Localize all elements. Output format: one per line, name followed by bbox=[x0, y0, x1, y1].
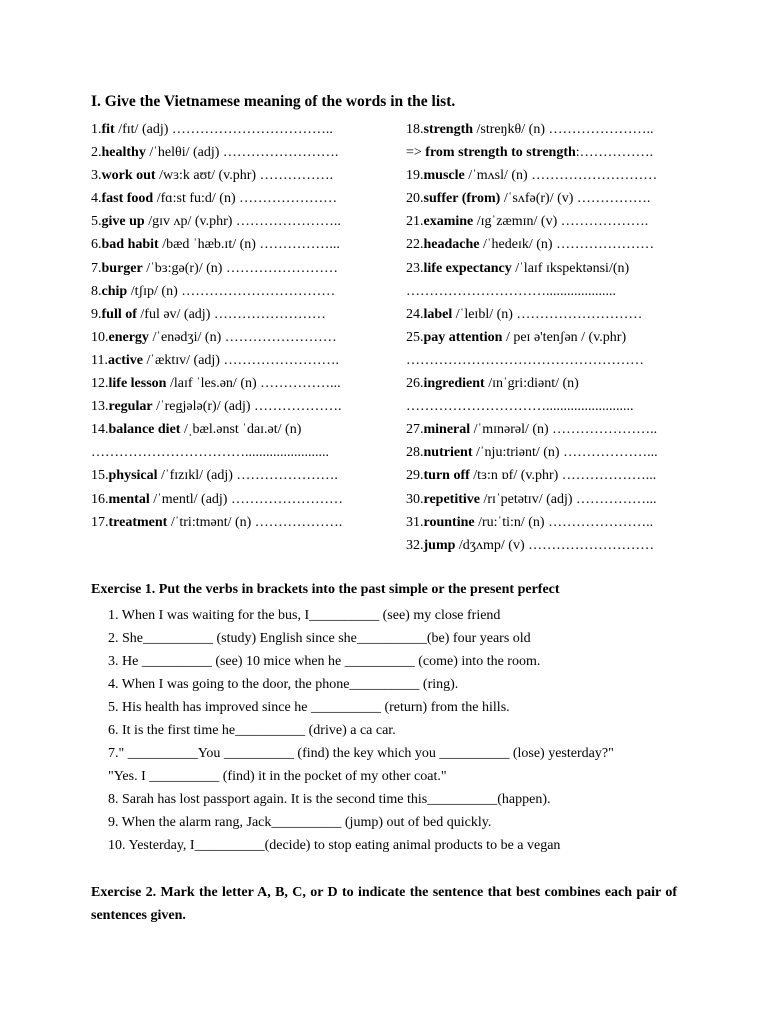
vocab-pronunciation: …………………………......................... bbox=[406, 399, 634, 415]
vocab-item bbox=[91, 141, 396, 164]
vocab-item bbox=[91, 118, 396, 141]
vocab-number: 23. bbox=[406, 260, 424, 276]
vocab-pronunciation: /tʃɪp/ (n) …………………………… bbox=[127, 283, 336, 299]
vocab-item bbox=[406, 303, 686, 326]
vocab-number: 11. bbox=[91, 352, 108, 368]
vocab-pronunciation: /fɑ:st fu:d/ (n) ………………… bbox=[153, 191, 338, 207]
vocab-number: 30. bbox=[406, 491, 424, 507]
vocab-number: 19. bbox=[406, 168, 424, 184]
vocab-number: 21. bbox=[406, 214, 424, 230]
exercise1-item: 8. Sarah has lost passport again. It is the second time this__________(happen). bbox=[108, 792, 551, 807]
vocab-pronunciation: /ɪnˈgri:diənt/ (n) bbox=[484, 376, 579, 392]
vocab-pronunciation: /ˈhedeɪk/ (n) ………………… bbox=[479, 237, 655, 253]
vocab-pronunciation: /ˈregjələ(r)/ (adj) ………………. bbox=[152, 399, 342, 415]
vocab-word: headache bbox=[423, 237, 480, 253]
exercise1-item: 9. When the alarm rang, Jack__________ (jump) out of bed quickly. bbox=[108, 815, 492, 830]
vocab-number: 9. bbox=[91, 306, 102, 322]
vocab-item bbox=[91, 464, 396, 487]
vocab-number: 5. bbox=[91, 214, 102, 230]
vocab-pronunciation: /ˈmentl/ (adj) …………………… bbox=[149, 491, 343, 507]
vocab-item bbox=[91, 303, 396, 326]
vocab-pronunciation: /wɜ:k aʊt/ (v.phr) ……………. bbox=[155, 168, 334, 184]
vocab-word: fit bbox=[101, 122, 115, 137]
vocab-pronunciation: /ˈmʌsl/ (n) ……………………… bbox=[464, 168, 658, 184]
vocab-item bbox=[91, 326, 396, 349]
vocab-item bbox=[91, 164, 396, 187]
vocab-item bbox=[406, 418, 686, 441]
vocab-word: treatment bbox=[108, 514, 168, 530]
vocab-number: 29. bbox=[406, 468, 424, 484]
vocab-pronunciation: /ˌbæl.ənst ˈdaɪ.ət/ (n) bbox=[180, 422, 302, 438]
vocab-word: rountine bbox=[423, 514, 475, 530]
vocab-number: 2. bbox=[91, 145, 102, 161]
vocab-pronunciation: ……………………………........................ bbox=[91, 445, 329, 461]
vocab-item bbox=[406, 372, 686, 395]
exercise1-item: 10. Yesterday, I__________(decide) to stop eating animal products to be a vegan bbox=[108, 838, 561, 853]
section-title: I. Give the Vietnamese meaning of the words in the list. bbox=[91, 93, 456, 110]
vocab-number: 27. bbox=[406, 422, 424, 438]
vocab-item bbox=[91, 511, 396, 534]
exercise1-item: 7." __________You __________ (find) the key which you __________ (lose) yesterday?" bbox=[108, 746, 614, 761]
vocab-number: 24. bbox=[406, 306, 424, 322]
vocab-pronunciation: /ˈenədʒi/ (n) …………………… bbox=[148, 329, 337, 345]
exercise1-item: 1. When I was waiting for the bus, I__________ (see) my close friend bbox=[108, 608, 501, 623]
vocab-pronunciation: /ru:ˈti:n/ (n) ………………….. bbox=[474, 514, 654, 530]
vocab-pronunciation: ………………………….................... bbox=[406, 283, 616, 299]
vocab-word: examine bbox=[423, 214, 474, 230]
vocab-word: energy bbox=[108, 329, 149, 345]
vocab-pronunciation: /ˈmɪnərəl/ (n) ………………….. bbox=[470, 422, 658, 438]
vocab-item bbox=[406, 257, 686, 280]
vocab-word: turn off bbox=[423, 468, 470, 484]
exercise1-item: 3. He __________ (see) 10 mice when he __________ (come) into the room. bbox=[108, 654, 541, 669]
vocab-number: 31. bbox=[406, 514, 424, 530]
vocab-number: 18. bbox=[406, 122, 424, 137]
vocab-item bbox=[91, 257, 396, 280]
vocab-item bbox=[91, 372, 396, 395]
vocab-number: 16. bbox=[91, 491, 109, 507]
vocab-item bbox=[406, 210, 686, 233]
vocab-word: full of bbox=[101, 306, 137, 322]
vocab-pronunciation: /dʒʌmp/ (v) ……………………… bbox=[455, 537, 655, 553]
vocab-word: mineral bbox=[423, 422, 471, 438]
vocab-item bbox=[406, 441, 686, 464]
vocab-word: balance diet bbox=[108, 422, 181, 438]
vocab-pronunciation: /ˈlaɪf ɪkspektənsi/(n) bbox=[511, 260, 630, 276]
exercise2-heading: Exercise 2. Mark the letter A, B, C, or D to indicate the sentence that best combines each pair of sentences given. bbox=[91, 885, 677, 923]
vocab-item bbox=[406, 488, 686, 511]
vocab-list-right bbox=[406, 118, 686, 557]
exercise1-heading: Exercise 1. Put the verbs in brackets into the past simple or the present perfect bbox=[91, 582, 560, 597]
vocab-item bbox=[406, 511, 686, 534]
vocab-number: 8. bbox=[91, 283, 102, 299]
vocab-word: from strength to strength bbox=[425, 145, 576, 161]
vocab-word: life expectancy bbox=[423, 260, 512, 276]
vocab-pronunciation: /ˈnju:triənt/ (n) ………………... bbox=[472, 445, 658, 461]
exercise1-item: 5. His health has improved since he __________ (return) from the hills. bbox=[108, 700, 510, 715]
vocab-pronunciation: /ˈsʌfə(r)/ (v) ……………. bbox=[500, 191, 651, 207]
vocab-pronunciation: /ˈleɪbl/ (n) ……………………… bbox=[452, 306, 643, 322]
vocab-pronunciation: /bæd ˈhæb.ɪt/ (n) ……………... bbox=[158, 237, 340, 253]
vocab-word: nutrient bbox=[423, 445, 473, 461]
vocab-pronunciation: / peɪ ə'tenʃən / (v.phr) bbox=[502, 329, 627, 345]
vocab-number: 4. bbox=[91, 191, 102, 207]
vocab-word: healthy bbox=[101, 145, 146, 161]
vocab-item bbox=[91, 488, 396, 511]
vocab-item bbox=[406, 464, 686, 487]
vocab-word: bad habit bbox=[101, 237, 159, 253]
vocab-item bbox=[406, 141, 686, 164]
vocab-item bbox=[406, 280, 686, 303]
vocab-number: 1. bbox=[91, 122, 102, 137]
vocab-pronunciation: /gɪv ʌp/ (v.phr) ………………….. bbox=[144, 214, 341, 230]
vocab-word: suffer (from) bbox=[423, 191, 501, 207]
vocab-word: life lesson bbox=[108, 376, 167, 392]
vocab-pronunciation: /ˈfɪzɪkl/ (adj) …………………. bbox=[157, 468, 338, 484]
vocab-word: work out bbox=[101, 168, 156, 184]
vocab-word: physical bbox=[108, 468, 158, 484]
vocab-pronunciation: /ˈhelθi/ (adj) ……………………. bbox=[145, 145, 339, 161]
vocab-pronunciation: /ˈbɜ:gə(r)/ (n) …………………… bbox=[142, 260, 338, 276]
vocab-item bbox=[91, 441, 396, 464]
exercise1-item: 6. It is the first time he__________ (drive) a ca car. bbox=[108, 723, 396, 738]
vocab-number: 26. bbox=[406, 376, 424, 392]
vocab-number: 6. bbox=[91, 237, 102, 253]
vocab-number: 25. bbox=[406, 329, 424, 345]
vocab-word: label bbox=[423, 306, 453, 322]
vocab-number: 12. bbox=[91, 376, 109, 392]
vocab-word: strength bbox=[423, 122, 474, 137]
vocab-item bbox=[406, 349, 686, 372]
vocab-word: regular bbox=[108, 399, 153, 415]
vocab-number: 7. bbox=[91, 260, 102, 276]
vocab-item bbox=[406, 534, 686, 557]
vocab-item bbox=[91, 210, 396, 233]
vocab-number: 20. bbox=[406, 191, 424, 207]
vocab-number: 3. bbox=[91, 168, 102, 184]
vocab-pronunciation: :……………. bbox=[575, 145, 654, 161]
vocab-pronunciation: /laɪf ˈles.ən/ (n) ……………... bbox=[166, 376, 341, 392]
vocab-word: active bbox=[107, 352, 143, 368]
vocab-pronunciation: /rɪˈpetətɪv/ (adj) ……………... bbox=[480, 491, 657, 507]
vocab-pronunciation: /tɜ:n ɒf/ (v.phr) ………………... bbox=[469, 468, 657, 484]
exercise1-item: 4. When I was going to the door, the phone__________ (ring). bbox=[108, 677, 459, 692]
vocab-word: jump bbox=[423, 537, 456, 553]
vocab-item bbox=[406, 326, 686, 349]
vocab-item bbox=[406, 187, 686, 210]
vocab-item bbox=[406, 233, 686, 256]
vocab-word: give up bbox=[101, 214, 145, 230]
vocab-word: ingredient bbox=[423, 376, 485, 392]
vocab-pronunciation: …………………………………………… bbox=[406, 352, 644, 368]
vocab-number: 14. bbox=[91, 422, 109, 438]
vocab-word: muscle bbox=[423, 168, 465, 184]
vocab-pronunciation: /fɪt/ (adj) …………………………….. bbox=[114, 122, 333, 137]
vocab-word: chip bbox=[101, 283, 128, 299]
vocab-number: => bbox=[406, 145, 426, 161]
vocab-number: 15. bbox=[91, 468, 109, 484]
vocab-number: 17. bbox=[91, 514, 109, 530]
vocab-item bbox=[91, 418, 396, 441]
exercise1-list bbox=[108, 604, 614, 857]
vocab-item bbox=[91, 395, 396, 418]
vocab-number: 10. bbox=[91, 329, 109, 345]
vocab-pronunciation: /ˈtri:tmənt/ (n) ………………. bbox=[167, 514, 343, 530]
vocab-word: pay attention bbox=[423, 329, 503, 345]
vocab-number: 32. bbox=[406, 537, 424, 553]
vocab-pronunciation: /ful əv/ (adj) …………………… bbox=[136, 306, 326, 322]
vocab-word: fast food bbox=[101, 191, 154, 207]
vocab-item bbox=[91, 280, 396, 303]
vocab-item bbox=[406, 395, 686, 418]
vocab-item bbox=[91, 233, 396, 256]
vocab-word: mental bbox=[108, 491, 150, 507]
vocab-word: burger bbox=[101, 260, 143, 276]
vocab-word: repetitive bbox=[423, 491, 480, 507]
vocab-item bbox=[91, 187, 396, 210]
vocab-pronunciation: /streŋkθ/ (n) ………………….. bbox=[473, 122, 654, 137]
vocab-number: 13. bbox=[91, 399, 109, 415]
vocab-item bbox=[91, 349, 396, 372]
vocab-item bbox=[406, 118, 686, 141]
vocab-pronunciation: /ɪgˈzæmɪn/ (v) ………………. bbox=[473, 214, 649, 230]
exercise1-item: 2. She__________ (study) English since she__________(be) four years old bbox=[108, 631, 531, 646]
exercise1-item: "Yes. I __________ (find) it in the pocket of my other coat." bbox=[108, 769, 447, 784]
vocab-number: 28. bbox=[406, 445, 424, 461]
vocab-item bbox=[406, 164, 686, 187]
vocab-pronunciation: /ˈæktɪv/ (adj) ……………………. bbox=[142, 352, 339, 368]
vocab-number: 22. bbox=[406, 237, 424, 253]
vocab-list-left bbox=[91, 118, 396, 534]
